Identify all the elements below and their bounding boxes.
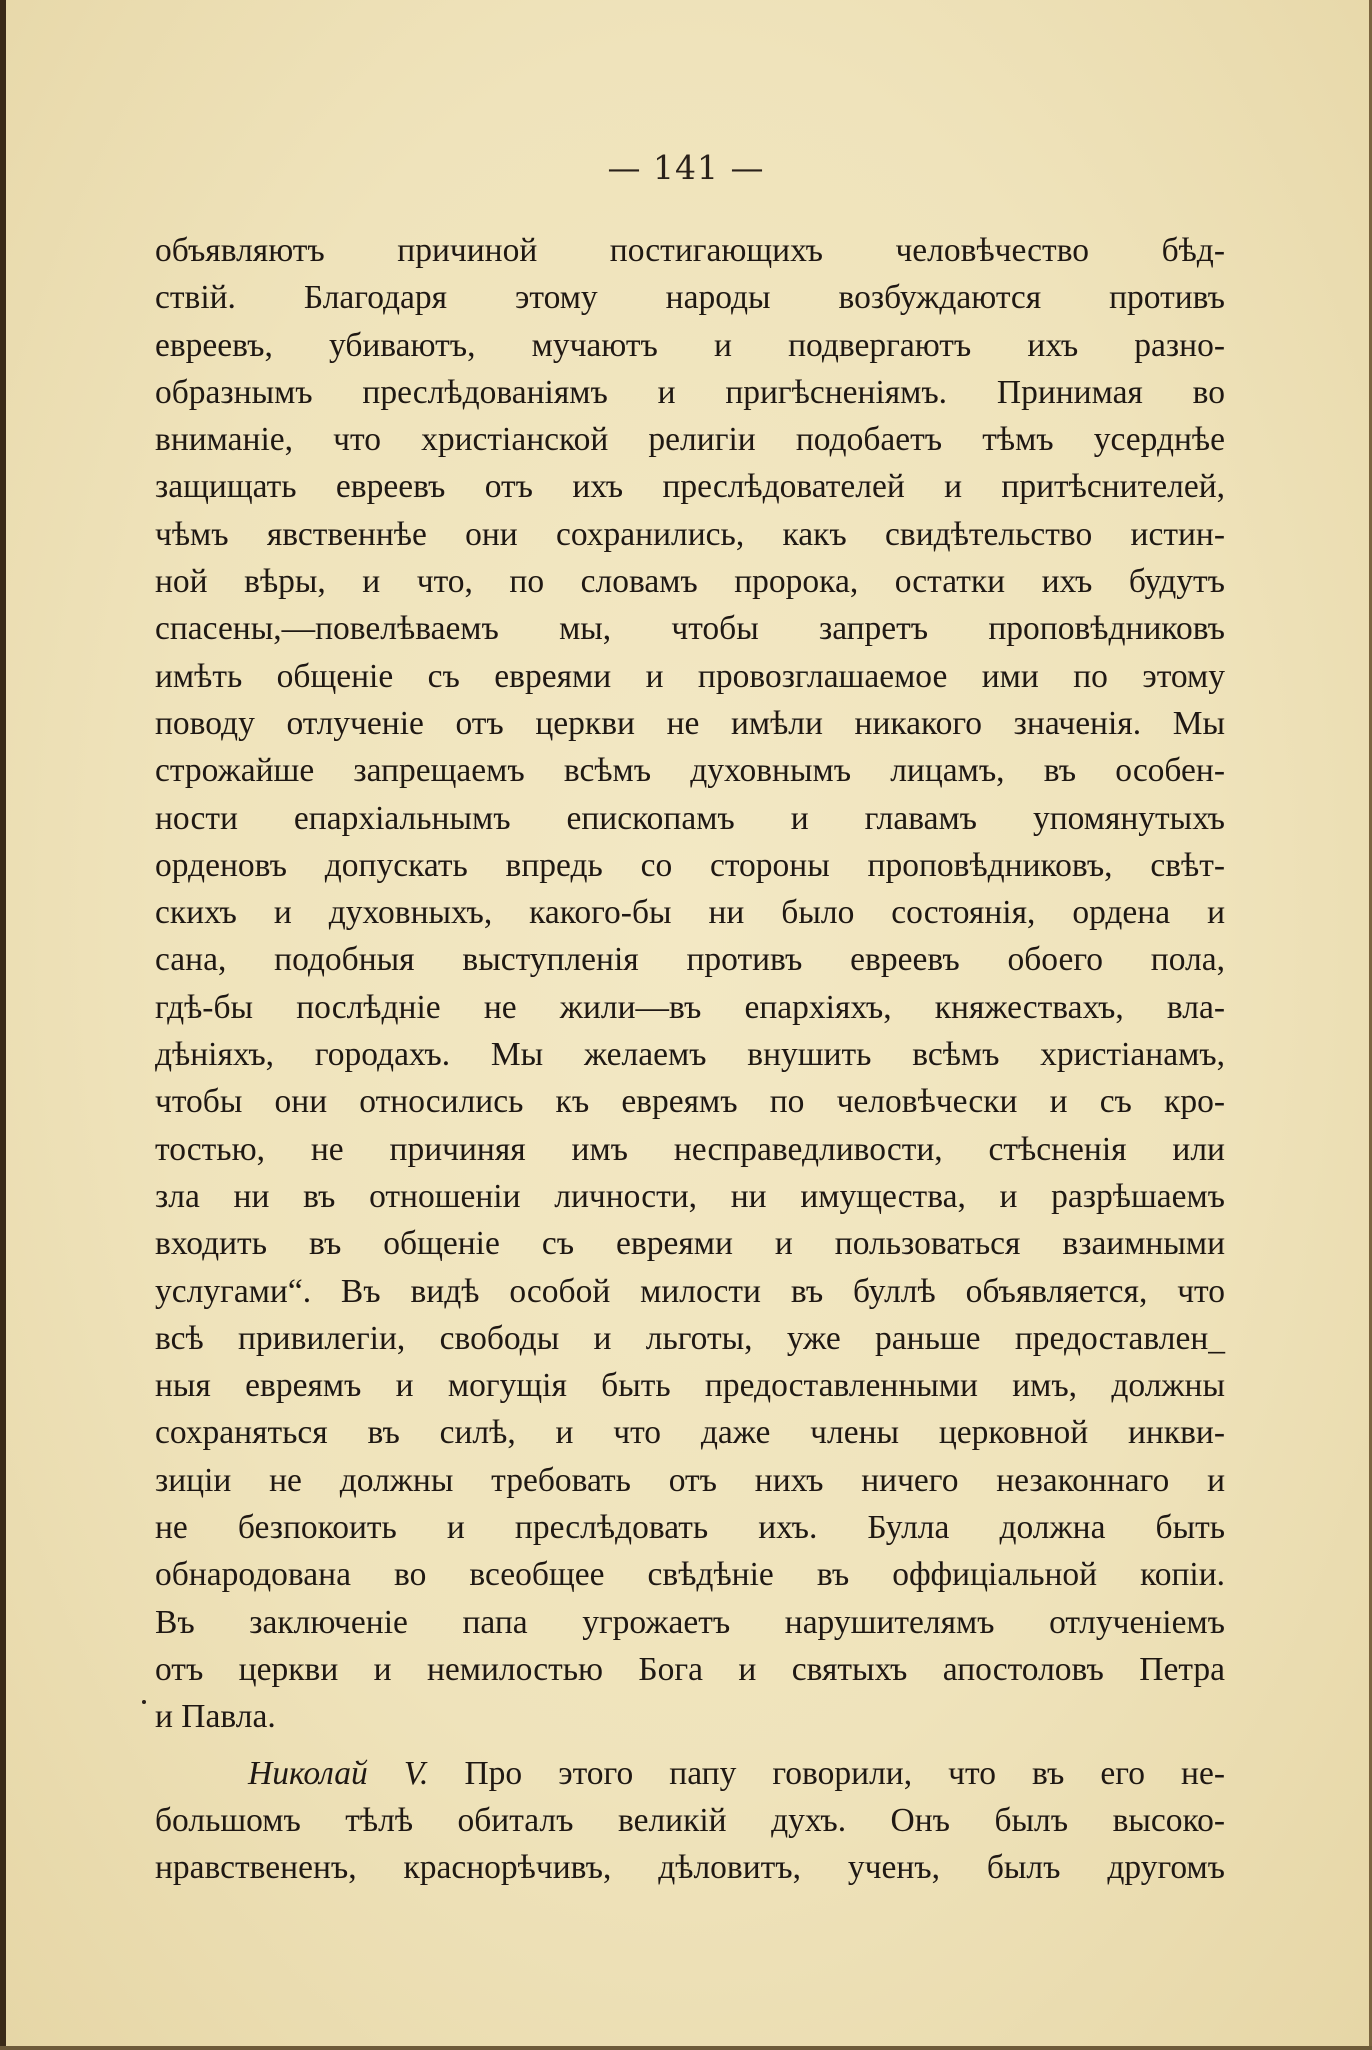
text-line: спасены,—повелѣваемъ мы, чтобы запретъ проповѣдниковъ xyxy=(155,610,1225,648)
text-line: орденовъ допускать впредь со стороны проповѣдниковъ, свѣт- xyxy=(155,846,1225,884)
text-line: услугами“. Въ видѣ особой милости въ буллѣ объявляется, что xyxy=(155,1272,1225,1310)
text-line: дѣніяхъ, городахъ. Мы желаемъ внушить всѣмъ христіанамъ, xyxy=(155,1036,1225,1074)
text-line: ствій. Благодаря этому народы возбуждаются противъ xyxy=(155,279,1225,317)
page-bottom-edge xyxy=(0,2046,1372,2050)
text-line: скихъ и духовныхъ, какого-бы ни было состоянія, ордена и xyxy=(155,894,1225,932)
text-line: Въ заключеніе папа угрожаетъ нарушителямъ отлученіемъ xyxy=(155,1603,1225,1641)
text-line: входить въ общеніе съ евреями и пользоваться взаимными xyxy=(155,1225,1225,1263)
ink-speck xyxy=(142,1700,146,1704)
text-line: сана, подобныя выступленія противъ евреевъ обоего пола, xyxy=(155,941,1225,979)
text-line: вниманіе, что христіанской религіи подобаетъ тѣмъ усерднѣе xyxy=(155,421,1225,459)
text-line: сохраняться въ силѣ, и что даже члены церковной инкви- xyxy=(155,1414,1225,1452)
text-line: не безпокоить и преслѣдовать ихъ. Булла должна быть xyxy=(155,1509,1225,1547)
text-line: большомъ тѣлѣ обиталъ великій духъ. Онъ былъ высоко- xyxy=(155,1801,1225,1839)
text-line: нравствененъ, краснорѣчивъ, дѣловитъ, ученъ, былъ другомъ xyxy=(155,1849,1225,1887)
text-line: объявляютъ причиной постигающихъ человѣчество бѣд- xyxy=(155,232,1225,269)
text-line: евреевъ, убиваютъ, мучаютъ и подвергаютъ ихъ разно- xyxy=(155,326,1225,364)
paragraph-2 xyxy=(155,1750,1225,1892)
text-line: чѣмъ явственнѣе они сохранились, какъ свидѣтельство истин- xyxy=(155,515,1225,553)
text-line: зиціи не должны требовать отъ нихъ ничего незаконнаго и xyxy=(155,1461,1225,1499)
text-line: всѣ привилегіи, свободы и льготы, уже раньше предоставлен_ xyxy=(155,1319,1225,1357)
person-name: Николай V. xyxy=(248,1754,429,1792)
line-text: Про этого папу говорили, что въ его не- xyxy=(428,1754,1225,1792)
text-line: обнародована во всеобщее свѣдѣніе въ оффиціальной копіи. xyxy=(155,1556,1225,1594)
page-left-edge xyxy=(0,0,6,2050)
text-line: защищать евреевъ отъ ихъ преслѣдователей и притѣснителей, xyxy=(155,468,1225,506)
paragraph-1 xyxy=(155,227,1225,1741)
page-number: — 141 — xyxy=(607,148,765,187)
text-line: зла ни въ отношеніи личности, ни имущества, и разрѣшаемъ xyxy=(155,1177,1225,1215)
text-line: и Павла. xyxy=(155,1698,276,1736)
text-line: имѣть общеніе съ евреями и провозглашаемое ими по этому xyxy=(155,657,1225,695)
text-line: чтобы они относились къ евреямъ по человѣчески и съ кро- xyxy=(155,1083,1225,1121)
text-line: строжайше запрещаемъ всѣмъ духовнымъ лицамъ, въ особен- xyxy=(155,752,1225,790)
main-text xyxy=(155,227,1225,1891)
paragraph-spacer xyxy=(155,1741,1225,1750)
text-line: тостью, не причиняя имъ несправедливости, стѣсненія или xyxy=(155,1130,1225,1168)
text-line: отъ церкви и немилостью Бога и святыхъ апостоловъ Петра xyxy=(155,1650,1225,1688)
text-line: гдѣ-бы послѣдніе не жили—въ епархіяхъ, княжествахъ, вла- xyxy=(155,988,1225,1026)
text-line xyxy=(155,1750,1225,1797)
text-line: ныя евреямъ и могущія быть предоставленными имъ, должны xyxy=(155,1367,1225,1405)
text-line: ной вѣры, и что, по словамъ пророка, остатки ихъ будутъ xyxy=(155,563,1225,601)
text-line: ности епархіальнымъ епископамъ и главамъ упомянутыхъ xyxy=(155,799,1225,837)
text-line: образнымъ преслѣдованіямъ и пригѣсненіямъ. Принимая во xyxy=(155,373,1225,411)
text-line: поводу отлученіе отъ церкви не имѣли никакого значенія. Мы xyxy=(155,704,1225,742)
